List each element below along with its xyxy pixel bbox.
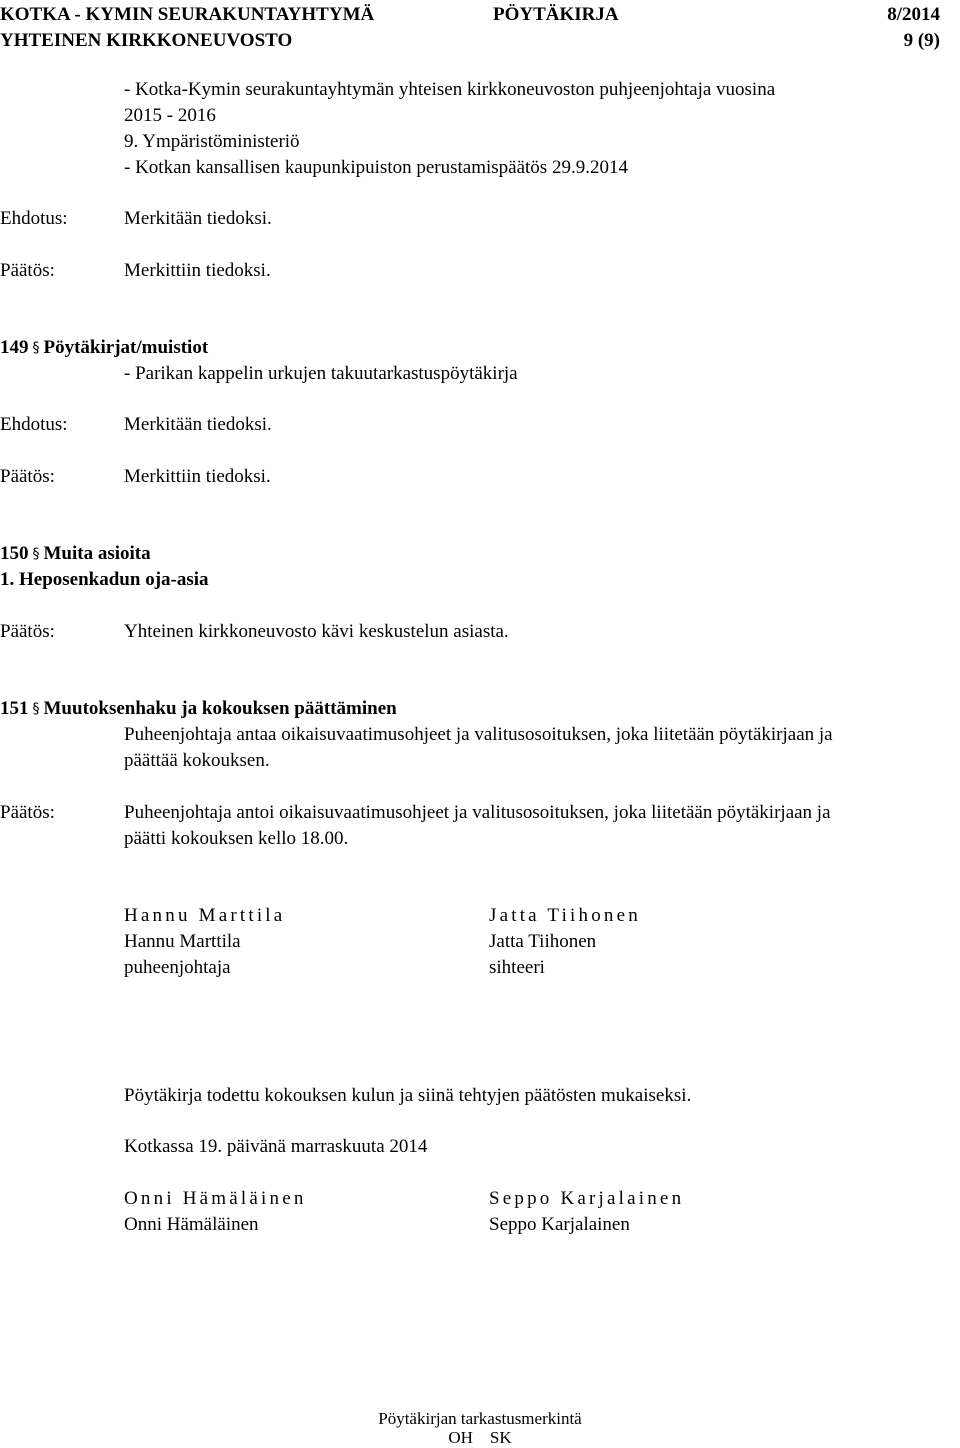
ehdotus-text: Merkitään tiedoksi.	[124, 208, 272, 229]
section-150-item: 1. Heposenkadun oja-asia	[0, 569, 209, 590]
section-151-proposal-line-2: päättää kokouksen.	[124, 750, 270, 771]
header-doc-type: PÖYTÄKIRJA	[493, 4, 619, 25]
paatos-label: Päätös:	[0, 621, 55, 642]
header-number: 8/2014	[887, 4, 940, 25]
footer-initials: OH SK	[448, 1428, 512, 1447]
paatos-label: Päätös:	[0, 802, 55, 823]
section-sign: §	[32, 340, 40, 356]
section-sign: §	[32, 546, 40, 562]
section-number: 151	[0, 698, 29, 719]
ehdotus-label: Ehdotus:	[0, 414, 68, 435]
top-line-1: - Kotka-Kymin seurakuntayhtymän yhteisen kirkkoneuvoston puhjeenjohtaja vuosina	[124, 79, 776, 100]
verification-place-date: Kotkassa 19. päivänä marraskuuta 2014	[124, 1136, 428, 1157]
section-title: Muita asioita	[43, 543, 151, 564]
section-151-decision-line-2: päätti kokouksen kello 18.00.	[124, 828, 349, 849]
signature-left-role: puheenjohtaja	[124, 957, 231, 978]
top-line-3: 9. Ympäristöministeriö	[124, 131, 300, 152]
paatos-text: Merkittiin tiedoksi.	[124, 466, 271, 487]
section-151-proposal-line-1: Puheenjohtaja antaa oikaisuvaatimusohjeet ja valitusosoituksen, joka liitetään pöytäkirjaan ja	[124, 724, 833, 745]
section-150-heading	[0, 541, 151, 568]
header-body: YHTEINEN KIRKKONEUVOSTO	[0, 30, 293, 51]
verification-statement: Pöytäkirja todettu kokouksen kulun ja siinä tehtyjen päätösten mukaiseksi.	[124, 1085, 692, 1106]
signature-right-role: sihteeri	[489, 957, 545, 978]
section-number: 149	[0, 337, 29, 358]
section-149-item: - Parikan kappelin urkujen takuutarkastuspöytäkirja	[124, 363, 518, 384]
verifier-right-name: Seppo Karjalainen	[489, 1214, 630, 1235]
verifier-left-spaced: Onni Hämäläinen	[124, 1188, 307, 1209]
ehdotus-text: Merkitään tiedoksi.	[124, 414, 272, 435]
paatos-text: Yhteinen kirkkoneuvosto kävi keskustelun asiasta.	[124, 621, 509, 642]
paatos-label: Päätös:	[0, 260, 55, 281]
footer-title: Pöytäkirjan tarkastusmerkintä	[378, 1409, 582, 1428]
signature-left-spaced: Hannu Marttila	[124, 905, 286, 926]
signature-right-spaced: Jatta Tiihonen	[489, 905, 641, 926]
header-org: KOTKA - KYMIN SEURAKUNTAYHTYMÄ	[0, 4, 375, 25]
header-page: 9 (9)	[903, 30, 940, 51]
paatos-label: Päätös:	[0, 466, 55, 487]
section-151-heading	[0, 696, 397, 723]
section-number: 150	[0, 543, 29, 564]
top-line-4: - Kotkan kansallisen kaupunkipuiston perustamispäätös 29.9.2014	[124, 157, 628, 178]
signature-right-name: Jatta Tiihonen	[489, 931, 597, 952]
section-sign: §	[32, 701, 40, 717]
paatos-text: Merkittiin tiedoksi.	[124, 260, 271, 281]
ehdotus-label: Ehdotus:	[0, 208, 68, 229]
section-title: Pöytäkirjat/muistiot	[43, 337, 209, 358]
verifier-right-spaced: Seppo Karjalainen	[489, 1188, 685, 1209]
section-149-heading	[0, 335, 208, 362]
section-title: Muutoksenhaku ja kokouksen päättäminen	[43, 698, 397, 719]
section-151-decision-line-1: Puheenjohtaja antoi oikaisuvaatimusohjeet ja valitusosoituksen, joka liitetään pöytäkirjaan ja	[124, 802, 831, 823]
verifier-left-name: Onni Hämäläinen	[124, 1214, 259, 1235]
top-line-2: 2015 - 2016	[124, 105, 216, 126]
signature-left-name: Hannu Marttila	[124, 931, 241, 952]
